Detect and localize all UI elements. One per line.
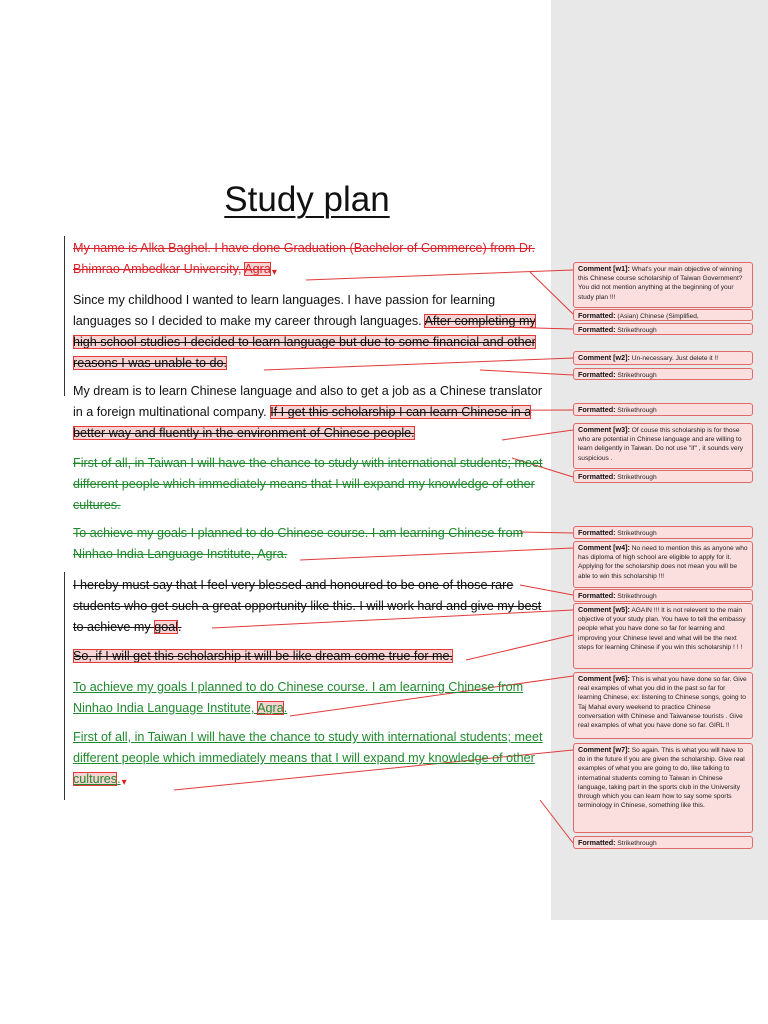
balloon-text: Strikethrough (617, 840, 657, 847)
balloon-text: Strikethrough (617, 530, 657, 537)
page-title: Study plan (224, 180, 390, 219)
paragraph-8-marked-word: Agra (257, 701, 284, 715)
balloon-label: Formatted: (578, 591, 616, 600)
balloon-label: Comment [w7]: (578, 745, 630, 754)
balloon-label: Formatted: (578, 528, 616, 537)
paragraph-6 (73, 575, 543, 638)
formatted-balloon[interactable] (573, 368, 753, 380)
balloon-label: Comment [w6]: (578, 674, 630, 683)
paragraph-3-deleted-text: If I get this scholarship I can learn Chinese in a better way and fluently in the environment of Chinese people. (73, 405, 532, 440)
paragraph-6-marked-word: goal (154, 620, 179, 634)
balloon-text: So again. This is what you will have to do in the future if you are given the scholarship. Give real examples of what you are going to do, like talking to internatinal students coming to Taiwan in Chinese language, taking part in the sports club in the University through which you can learn how to say some sports terminology in Chinese, something like this. (578, 747, 745, 810)
comment-balloon-w6[interactable] (573, 672, 753, 739)
paragraph-4: First of all, in Taiwan I will have the chance to study with international students; meet different people which immediately means that I will expand my knowledge of other cultures. (73, 456, 543, 512)
paragraph-8 (73, 677, 543, 719)
comment-anchor: ▾ (121, 777, 127, 788)
balloon-label: Formatted: (578, 311, 616, 320)
balloon-text: Un-necessary. Just delete it !! (631, 355, 719, 362)
formatted-balloon[interactable] (573, 589, 753, 602)
formatted-balloon[interactable] (573, 526, 753, 539)
balloon-label: Formatted: (578, 838, 616, 847)
comment-balloon-w1[interactable] (573, 262, 753, 308)
formatted-balloon[interactable] (573, 836, 753, 849)
balloon-text: Strikethrough (617, 593, 657, 600)
paragraph-1 (73, 238, 543, 283)
paragraph-7-text: So, if I will get this scholarship it will be like dream come true for me. (73, 649, 454, 663)
balloon-label: Comment [w3]: (578, 425, 630, 434)
comment-anchor: ▾ (271, 267, 277, 278)
paragraph-2 (73, 290, 543, 374)
balloon-text: This is what you have done so far. Give real examples of what you did in the past so far for learning Chinese, ex: listening to Chinese songs, going to Taj Mahal every weekend to practice Chinese conversation with Chinese and Taiwanese tourists . Give real examples of what you have done so far. GIRL !! (578, 676, 747, 730)
paragraph-1-text: My name is Alka Baghel. I have done Graduation (Bachelor of Commerce) from Dr. Bhimrao Ambedkar University, (73, 241, 535, 276)
paragraph-8-end: . (283, 701, 288, 715)
paragraph-8-text: To achieve my goals I planned to do Chinese course. I am learning Chinese from Ninhao India Language Institute, (73, 680, 524, 715)
paragraph-2-text: Since my childhood I wanted to learn languages. I have passion for learning languages so I decided to make my career through languages. (73, 293, 496, 328)
paragraph-7 (73, 646, 543, 667)
balloon-label: Comment [w5]: (578, 605, 630, 614)
paragraph-3 (73, 381, 543, 444)
paragraph-9-marked-word: cultures (73, 772, 118, 786)
balloon-label: Comment [w1]: (578, 264, 630, 273)
balloon-label: Comment [w2]: (578, 353, 630, 362)
formatted-balloon[interactable] (573, 403, 753, 416)
balloon-text: Strikethrough (617, 327, 657, 334)
comment-balloon-w2[interactable] (573, 351, 753, 365)
comment-balloon-w7[interactable] (573, 743, 753, 833)
balloon-text: AGAIN !!! It is not relevent to the main objective of your study plan. You have to tell the embassy people what you have done so far for learning and improving your Chinese level and what will be the next steps for learning Chinese if you win this scholarship ! ! ! (578, 607, 746, 651)
balloon-label: Formatted: (578, 472, 616, 481)
paragraph-1-marked-word: Agra (244, 262, 271, 276)
formatted-balloon[interactable] (573, 309, 753, 321)
balloon-text: Strikethrough (617, 372, 657, 379)
balloon-text: Of couse this scholarship is for those who are potential in Chinese language and are willing to learn deligently in Taiwan. Do not use "if" , it sounds very suspicious . (578, 427, 744, 462)
formatted-balloon[interactable] (573, 323, 753, 335)
balloon-label: Formatted: (578, 370, 616, 379)
paragraph-9 (73, 727, 543, 793)
paragraph-6-end: . (178, 620, 182, 634)
formatted-balloon[interactable] (573, 470, 753, 483)
paragraph-6-text: I hereby must say that I feel very blessed and honoured to be one of those rare students who get such a great opportunity like this. I will work hard and give my best to achieve my (73, 578, 542, 634)
balloon-text: (Asian) Chinese (Simplified, (617, 313, 699, 320)
comment-balloon-w4[interactable] (573, 541, 753, 588)
comment-balloon-w5[interactable] (573, 603, 753, 669)
paragraph-5: To achieve my goals I planned to do Chinese course. I am learning Chinese from Ninhao India Language Institute, Agra. (73, 526, 524, 561)
balloon-text: Strikethrough (617, 407, 657, 414)
balloon-text: What's your main objective of winning this Chinese course scholarship of Taiwan Government? You did not mention anything at the beginning of your study plan !!! (578, 266, 743, 301)
balloon-label: Comment [w4]: (578, 543, 630, 552)
comment-balloon-w3[interactable] (573, 423, 753, 469)
paragraph-9-end: . (117, 772, 121, 786)
balloon-text: No need to mention this as anyone who has diploma of high school are eligible to apply for it. Applying for the scholarship does not mean you will be able to win this scholarship !!! (578, 545, 748, 580)
balloon-label: Formatted: (578, 405, 616, 414)
balloon-text: Strikethrough (617, 474, 657, 481)
paragraph-3-text: My dream is to learn Chinese language and also to get a job as a Chinese translator in a foreign multinational company. (73, 384, 543, 419)
paragraph-9-text: First of all, in Taiwan I will have the chance to study with international students; meet different people which immediately means that I will expand my knowledge of other (73, 730, 543, 765)
balloon-label: Formatted: (578, 325, 616, 334)
paragraph-2-deleted-text: After completing my high school studies I decided to learn language but due to some financial and other reasons I was unable to do. (73, 314, 536, 370)
